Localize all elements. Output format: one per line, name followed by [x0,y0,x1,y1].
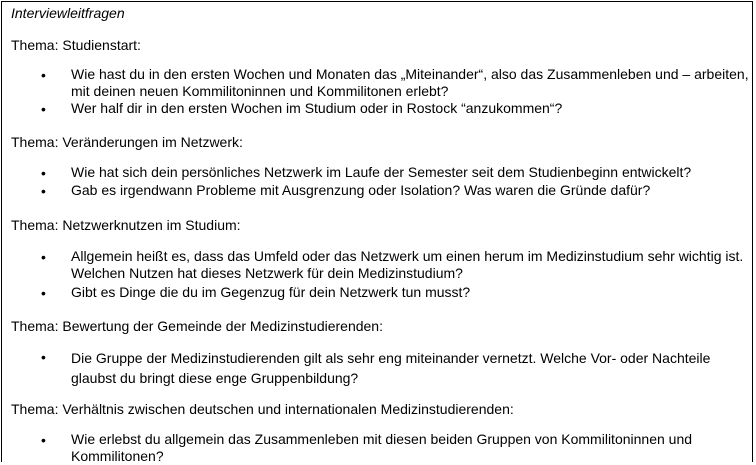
list-item: Wer half dir in den ersten Wochen im Studium oder in Rostock “anzukommen“? [71,100,563,116]
section-heading-studienstart: Thema: Studienstart: [11,37,141,53]
list-item: Gab es irgendwann Probleme mit Ausgrenzung oder Isolation? Was waren die Gründe dafür? [71,182,651,198]
bullet-icon: • [41,165,46,181]
list-item: Wie hast du in den ersten Wochen und Monaten das „Miteinander“, also das Zusammenleben und – arbeiten, mit deinen neuen Kommilitoninnen und Kommilitonen erlebt? [71,66,749,99]
bullet-icon: • [41,249,46,265]
list-item: Wie hat sich dein persönliches Netzwerk im Laufe der Semester seit dem Studienbeginn entwickelt? [71,164,692,180]
list-item: Gibt es Dinge die du im Gegenzug für dein Netzwerk tun musst? [71,284,471,300]
bullet-icon: • [41,67,46,83]
list-item: Wie erlebst du allgemein das Zusammenleben mit diesen beiden Gruppen von Kommilitoninnen und Kommilitonen? [71,431,693,464]
bullet-icon: • [41,349,46,365]
bullet-icon: • [41,285,46,301]
section-heading-netzwerk: Thema: Veränderungen im Netzwerk: [11,134,243,150]
section-heading-verhaeltnis: Thema: Verhältnis zwischen deutschen und internationalen Medizinstudierenden: [11,401,514,417]
list-item: Die Gruppe der Medizinstudierenden gilt als sehr eng miteinander vernetzt. Welche Vor- oder Nachteile glaubst du bringt diese enge Gruppenbildung? [71,350,711,386]
document-frame [1,1,753,462]
bullet-icon: • [41,101,46,117]
section-heading-netzwerknutzen: Thema: Netzwerknutzen im Studium: [11,217,241,233]
section-heading-bewertung: Thema: Bewertung der Gemeinde der Medizinstudierenden: [11,318,383,334]
document-title: Interviewleitfragen [11,5,125,21]
bullet-icon: • [41,183,46,199]
list-item: Allgemein heißt es, dass das Umfeld oder das Netzwerk um einen herum im Medizinstudium sehr wichtig ist. Welchen Nutzen hat dieses Netzwerk für dein Medizinstudium? [71,248,744,281]
bullet-icon: • [41,432,46,448]
